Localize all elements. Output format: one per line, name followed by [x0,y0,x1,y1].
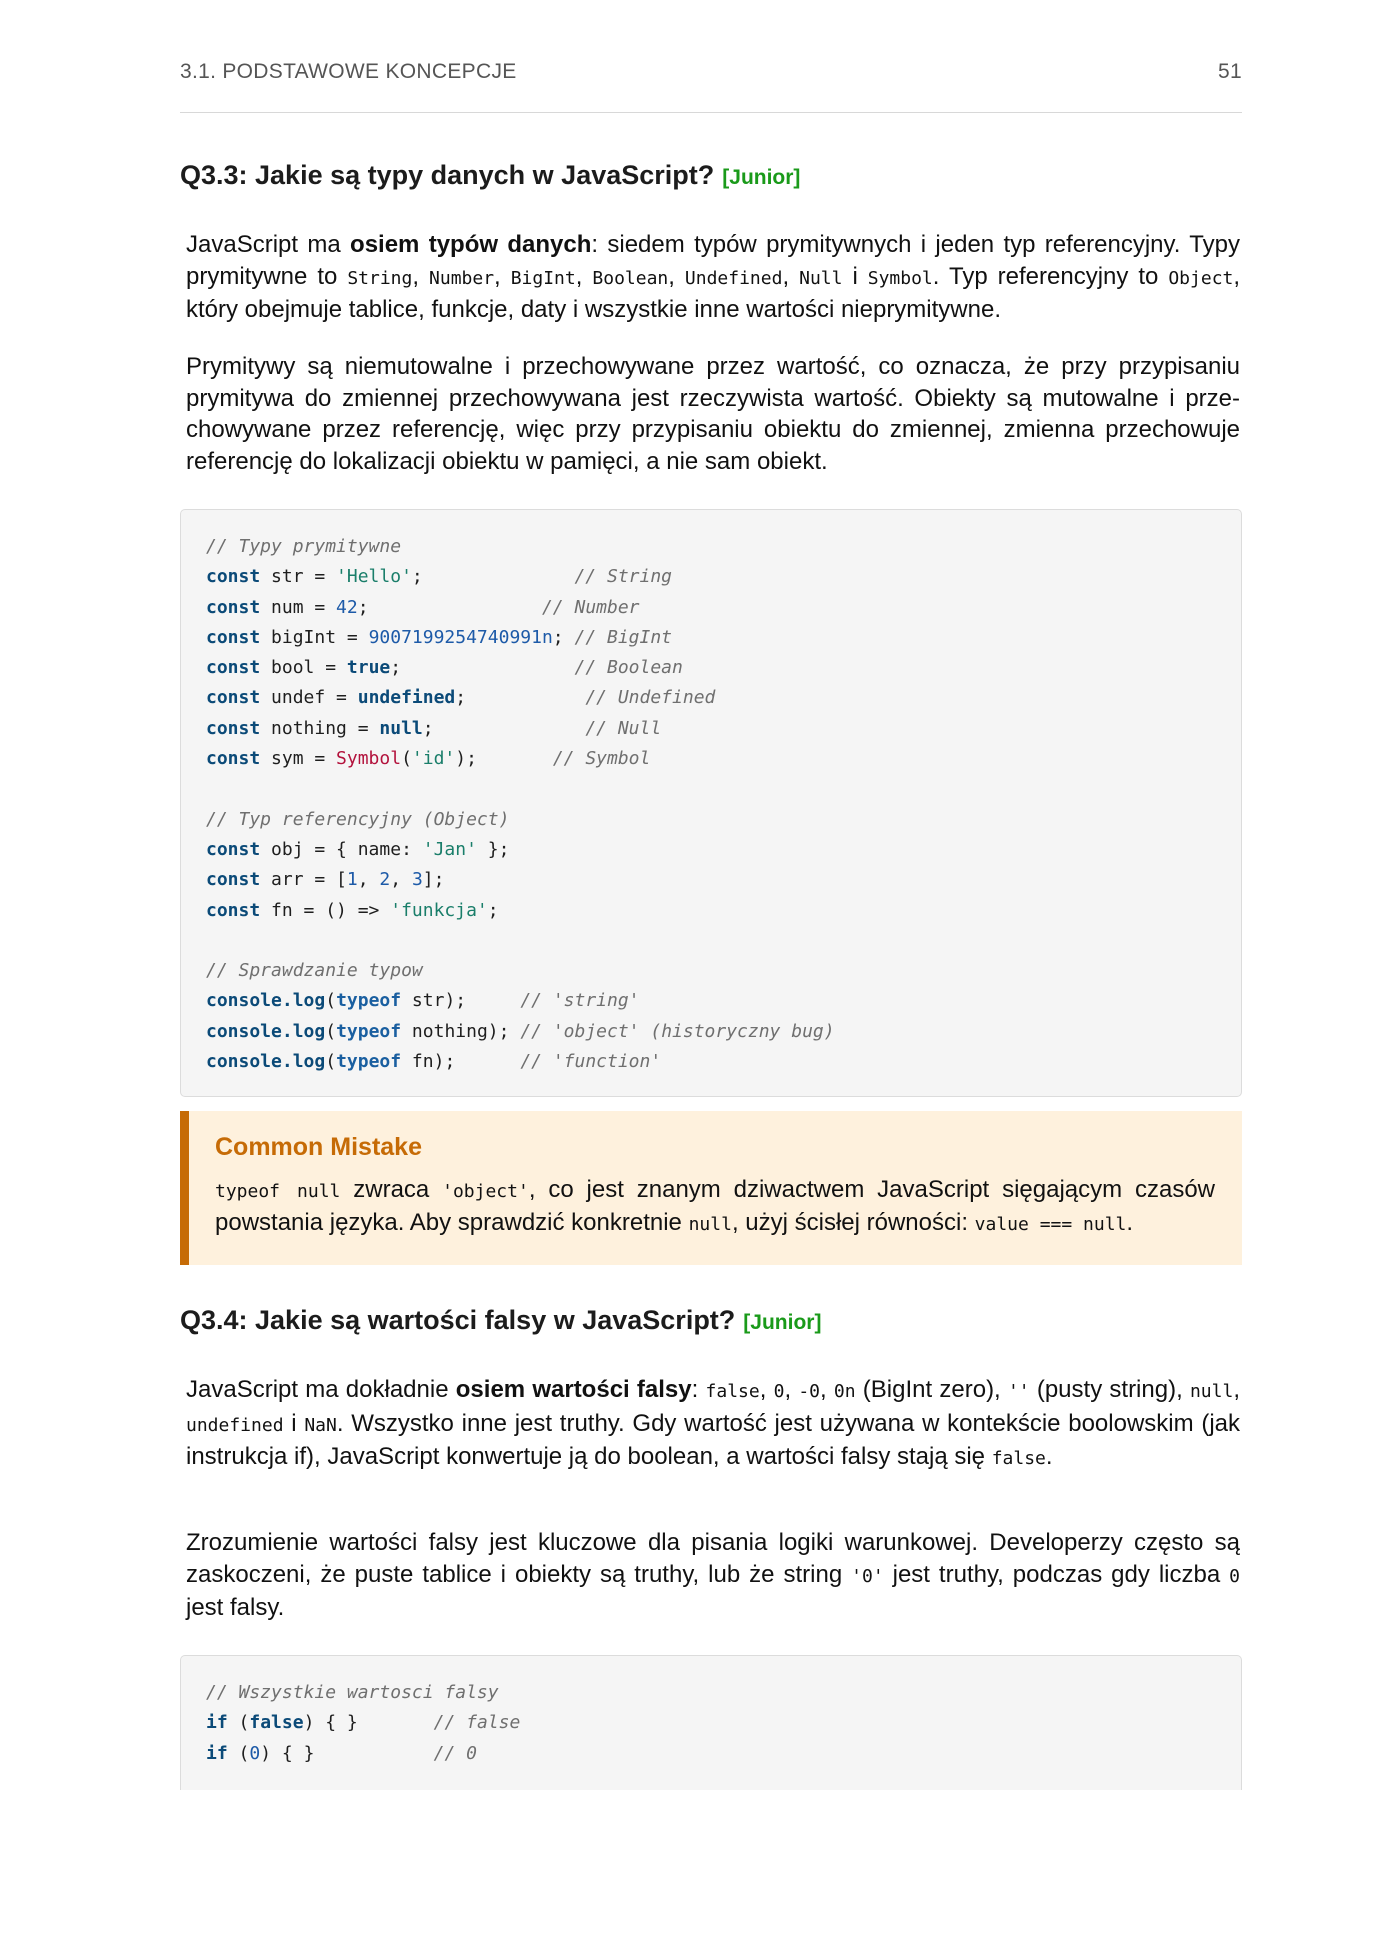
paragraph-primitives: Prymitywy są niemutowalne i przechowywane przez wartość, co oznacza, że przy przypisaniu prymitywa do zmiennej przechowywana jest rzeczywista wartość. Obiekty są mutowalne i prze-chowywane przez referencję, więc przy przypisaniu obiektu do zmiennej, zmienna przechowuje referencję do lokalizacji obiektu w pamięci, a nie sam obiekt. [186,353,1240,475]
bold-term: osiem typów danych [350,231,592,258]
paragraph-data-types: JavaScript ma osiem typów danych: siedem typów prymitywnych i jeden typ referencyjny. Typy prymitywne to String, Number, BigInt, Boolean, Undefined, Null i Symbol. Typ referencyjny to Object, który obejmuje tablice, funkcje, daty i wszystkie inne wartości nieprymitywne. [186,231,1241,323]
code-block-types [180,509,1242,1097]
bold-term: osiem wartości falsy [455,1376,692,1403]
common-mistake-callout [180,1111,1242,1265]
page-number: 51 [1218,60,1242,83]
question-heading-q34 [180,1305,821,1336]
question-heading-q33 [180,160,800,191]
paragraph-conditional-logic: Zrozumienie wartości falsy jest kluczowe dla pisania logiki warunkowej. Developerzy często są zaskoczeni, że puste tablice i obiekty są truthy, lub że string '0' jest truthy, podczas gdy liczba 0 jest falsy. [186,1529,1240,1621]
level-badge: [Junior] [743,1311,822,1334]
code-block-falsy [180,1655,1242,1790]
callout-title: Common Mistake [215,1133,422,1161]
paragraph-falsy-values: JavaScript ma dokładnie osiem wartości falsy: false, 0, -0, 0n (BigInt zero), '' (pusty string), null, undefined i NaN. Wszystko inne jest truthy. Gdy wartość jest używana w kontekście boolowskim (jak instrukcja if), JavaScript konwertuje ją do boolean, a wartości falsy stają się false. [186,1376,1241,1470]
question-title: Q3.3: Jakie są typy danych w JavaScript? [180,160,715,190]
question-title: Q3.4: Jakie są wartości falsy w JavaScript? [180,1305,736,1335]
level-badge: [Junior] [722,166,801,189]
callout-body: typeof null zwraca 'object', co jest znanym dziwactwem JavaScript sięgającym czasów powstania języka. Aby sprawdzić konkretnie null, użyj ścisłej równości: value === null. [215,1176,1215,1236]
running-header [180,60,1242,84]
section-title: 3.1. PODSTAWOWE KONCEPCJE [180,60,517,83]
code-content: // Wszystkie wartosci falsy if (false) { } // false if (0) { } // 0 [206,1682,521,1764]
header-rule [180,112,1242,113]
code-content: // Typy prymitywne const str = 'Hello'; // String const num = 42; // Number const bigInt = 9007199254740991n; // BigInt const bool = true; // Boolean const undef = undefined; // Undefined const nothing = null; // Null const sym = Symbol('id'); // Symbol // Typ referencyjny (Object) const obj = { name: 'Jan' }; const arr = [1, 2, 3]; const fn = () => 'funkcja'; // Sprawdzanie typow console.log(typeof str); // 'string' console.log(typeof nothing); // 'object' (historyczny bug) console.log(typeof fn); // 'function' [206,536,835,1073]
